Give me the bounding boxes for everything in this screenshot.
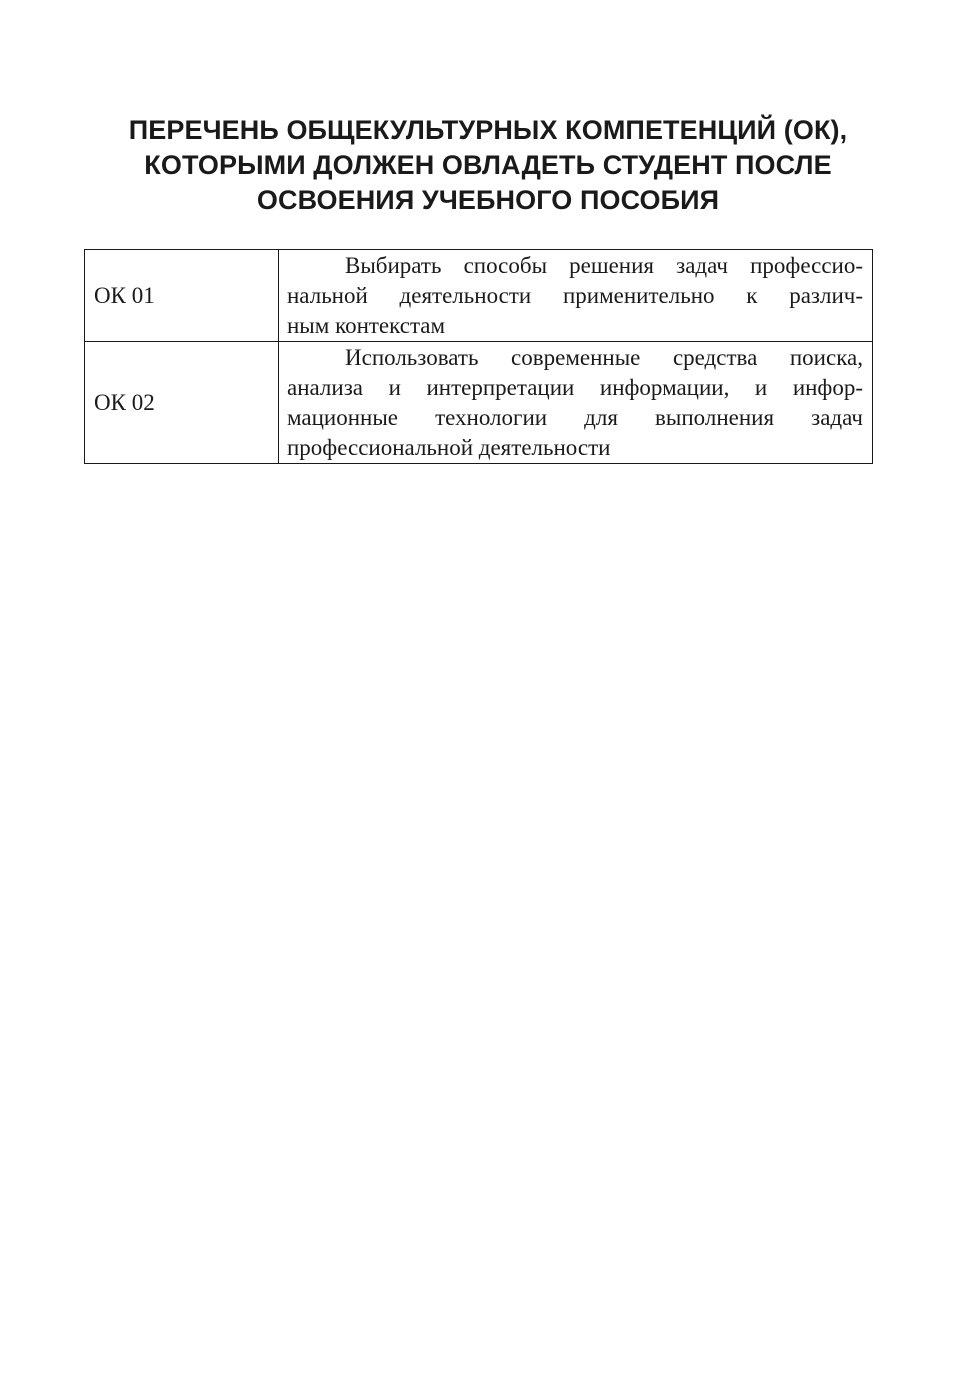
description-line: анализа и интерпретации информации, и инфор- xyxy=(287,375,863,400)
description-line: нальной деятельности применительно к различ- xyxy=(287,283,863,308)
table-row xyxy=(85,342,873,464)
competency-code: ОК 02 xyxy=(85,342,279,464)
title-line-2: КОТОРЫМИ ДОЛЖЕН ОВЛАДЕТЬ СТУДЕНТ ПОСЛЕ xyxy=(144,150,832,181)
competency-description xyxy=(279,250,873,342)
title-line-1: ПЕРЕЧЕНЬ ОБЩЕКУЛЬТУРНЫХ КОМПЕТЕНЦИЙ (ОК), xyxy=(128,115,848,146)
description-line: мационные технологии для выполнения задач xyxy=(287,405,863,430)
competency-code: ОК 01 xyxy=(85,250,279,342)
title-line-3: ОСВОЕНИЯ УЧЕБНОГО ПОСОБИЯ xyxy=(256,185,720,216)
competency-description xyxy=(279,342,873,464)
competency-table xyxy=(84,249,873,464)
table-row xyxy=(85,250,873,342)
description-line: профессиональной деятельности xyxy=(287,435,611,460)
description-line: Использовать современные средства поиска, xyxy=(345,345,863,370)
page-title xyxy=(60,113,916,218)
description-line: Выбирать способы решения задач профессио- xyxy=(345,253,863,278)
description-line: ным контекстам xyxy=(287,313,446,338)
